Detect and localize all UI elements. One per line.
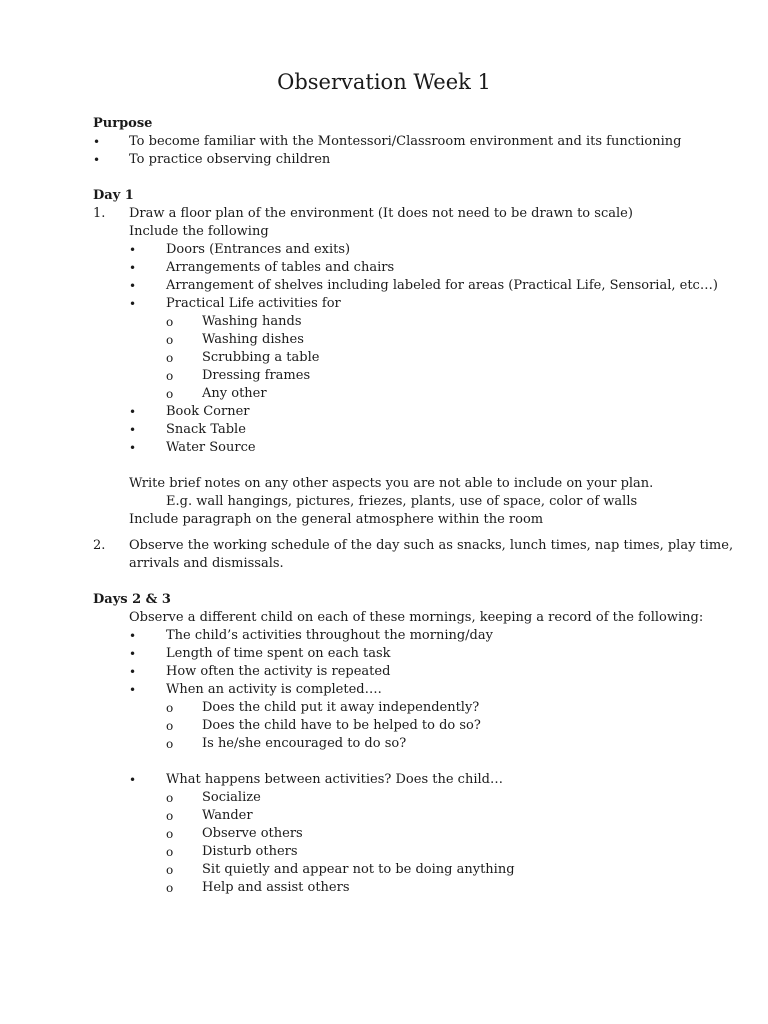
circle-bullet-icon: o <box>166 387 174 401</box>
list-number: 1. <box>93 206 106 221</box>
bullet-icon: • <box>129 297 137 311</box>
list-item: Length of time spent on each task <box>166 646 391 661</box>
list-item: Arrangement of shelves including labeled for areas (Practical Life, Sensorial, etc…) <box>166 278 718 293</box>
bullet-icon: • <box>129 773 137 787</box>
circle-bullet-icon: o <box>166 845 174 859</box>
day1-item2-line: Observe the working schedule of the day such as snacks, lunch times, nap times, play time, <box>129 538 734 553</box>
list-item: Snack Table <box>166 422 246 437</box>
list-item: Doors (Entrances and exits) <box>166 242 351 257</box>
circle-bullet-icon: o <box>166 881 174 895</box>
list-item: The child’s activities throughout the morning/day <box>166 628 493 643</box>
list-item: What happens between activities? Does the child… <box>166 772 503 787</box>
day1-notes: Write brief notes on any other aspects you are not able to include on your plan. <box>129 476 654 491</box>
sub-list-item: Socialize <box>202 790 261 805</box>
list-item: Book Corner <box>166 404 250 419</box>
purpose-heading: Purpose <box>93 116 153 131</box>
sub-list-item: Help and assist others <box>202 880 350 895</box>
circle-bullet-icon: o <box>166 809 174 823</box>
list-item: Water Source <box>166 440 256 455</box>
circle-bullet-icon: o <box>166 719 174 733</box>
days23-intro: Observe a different child on each of these mornings, keeping a record of the following: <box>129 610 704 625</box>
circle-bullet-icon: o <box>166 863 174 877</box>
list-item: How often the activity is repeated <box>166 664 391 679</box>
page-title: Observation Week 1 <box>277 70 491 94</box>
sub-list-item: Observe others <box>202 826 303 841</box>
sub-list-item: Does the child have to be helped to do so? <box>202 718 481 733</box>
sub-list-item: Wander <box>202 808 253 823</box>
bullet-icon: • <box>93 153 101 167</box>
day1-heading: Day 1 <box>93 188 134 203</box>
circle-bullet-icon: o <box>166 333 174 347</box>
bullet-icon: • <box>93 135 101 149</box>
bullet-icon: • <box>129 647 137 661</box>
purpose-item: To practice observing children <box>129 152 331 167</box>
sub-list-item: Dressing frames <box>202 368 311 383</box>
sub-list-item: Scrubbing a table <box>202 350 320 365</box>
sub-list-item: Disturb others <box>202 844 298 859</box>
list-item: Arrangements of tables and chairs <box>166 260 395 275</box>
circle-bullet-icon: o <box>166 369 174 383</box>
sub-list-item: Any other <box>202 386 267 401</box>
bullet-icon: • <box>129 243 137 257</box>
bullet-icon: • <box>129 405 137 419</box>
day1-item1-text: Draw a floor plan of the environment (It does not need to be drawn to scale) <box>129 206 633 221</box>
circle-bullet-icon: o <box>166 351 174 365</box>
day1-item2-line: arrivals and dismissals. <box>129 556 284 571</box>
bullet-icon: • <box>129 629 137 643</box>
bullet-icon: • <box>129 665 137 679</box>
circle-bullet-icon: o <box>166 701 174 715</box>
sub-list-item: Sit quietly and appear not to be doing anything <box>202 862 515 877</box>
days23-heading: Days 2 & 3 <box>93 592 171 607</box>
circle-bullet-icon: o <box>166 737 174 751</box>
day1-include: Include the following <box>129 224 269 239</box>
bullet-icon: • <box>129 279 137 293</box>
bullet-icon: • <box>129 683 137 697</box>
day1-paragraph: Include paragraph on the general atmosphere within the room <box>129 512 544 527</box>
sub-list-item: Washing hands <box>202 314 302 329</box>
list-item: Practical Life activities for <box>166 296 341 311</box>
bullet-icon: • <box>129 423 137 437</box>
bullet-icon: • <box>129 261 137 275</box>
list-number: 2. <box>93 538 106 553</box>
circle-bullet-icon: o <box>166 827 174 841</box>
sub-list-item: Is he/she encouraged to do so? <box>202 736 407 751</box>
purpose-item: To become familiar with the Montessori/Classroom environment and its functioning <box>129 134 682 149</box>
sub-list-item: Washing dishes <box>202 332 304 347</box>
circle-bullet-icon: o <box>166 791 174 805</box>
day1-example: E.g. wall hangings, pictures, friezes, plants, use of space, color of walls <box>166 494 638 509</box>
list-item: When an activity is completed…. <box>166 682 382 697</box>
circle-bullet-icon: o <box>166 315 174 329</box>
bullet-icon: • <box>129 441 137 455</box>
sub-list-item: Does the child put it away independently? <box>202 700 480 715</box>
